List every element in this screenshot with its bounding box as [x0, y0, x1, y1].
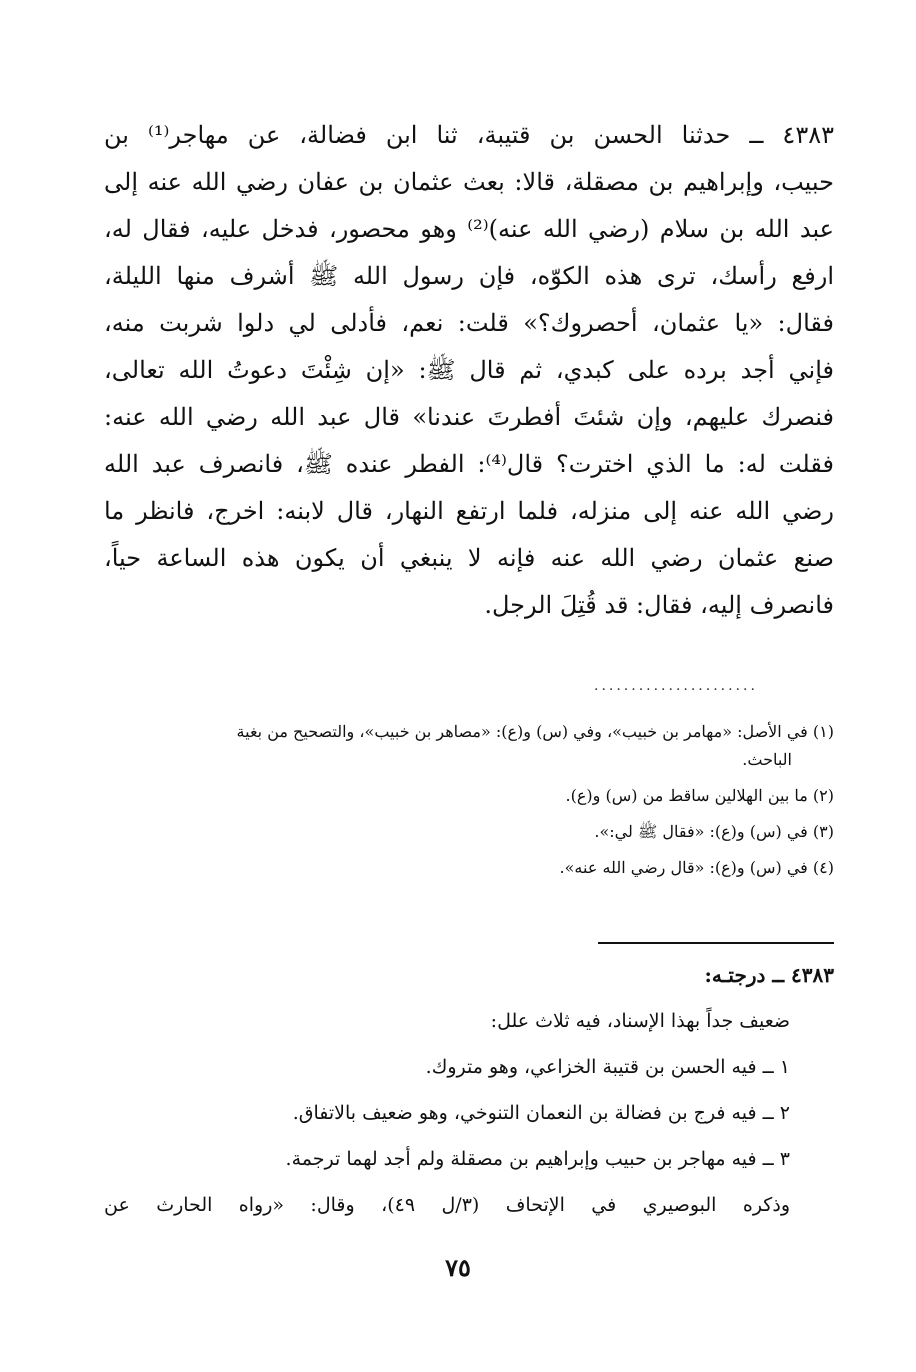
footnote-3: (٣) في (س) و(ع): «فقال ﷺ لي:». — [594, 822, 834, 841]
hadith-line-6: فإني أجد برده على كبدي، ثم قال ﷺ: «إن شِئْتَ دعوتُ الله تعالى، — [104, 356, 834, 384]
grading-item-2: ٢ ــ فيه فرج بن فضالة بن النعمان التنوخي، وهو ضعيف بالاتفاق. — [292, 1102, 790, 1124]
hadith-line-10: صنع عثمان رضي الله عنه فإنه لا ينبغي أن يكون هذه الساعة حياً، — [104, 544, 834, 572]
hadith-line-1: ٤٣٨٣ ــ حدثنا الحسن بن قتيبة، ثنا ابن فضالة، عن مهاجر⁽¹⁾ بن — [104, 121, 834, 149]
hadith-line-4: ارفع رأسك، ترى هذه الكوّه، فإن رسول الله ﷺ أشرف منها الليلة، — [104, 262, 834, 290]
hadith-line-9: رضي الله عنه إلى منزله، فلما ارتفع النهار، قال لابنه: اخرج، فانظر ما — [104, 497, 834, 525]
footnote-4: (٤) في (س) و(ع): «قال رضي الله عنه». — [559, 858, 834, 877]
grading-item-3: ٣ ــ فيه مهاجر بن حبيب وإبراهيم بن مصقلة ولم أجد لهما ترجمة. — [285, 1148, 790, 1170]
footnotes — [104, 718, 834, 882]
grading-section — [104, 952, 834, 1228]
grading-heading: ٤٣٨٣ ــ درجتـه: — [704, 963, 834, 987]
footnote-1-continuation: الباحث. — [742, 750, 792, 769]
hadith-line-2: حبيب، وإبراهيم بن مصقلة، قالا: بعث عثمان بن عفان رضي الله عنه إلى — [104, 168, 834, 196]
hadith-text — [104, 112, 834, 629]
hadith-line-5: فقال: «يا عثمان، أحصروك؟» قلت: نعم، فأدلى لي دلوا شربت منه، — [104, 309, 834, 337]
hadith-line-3: عبد الله بن سلام (رضي الله عنه)⁽²⁾ وهو محصور، فدخل عليه، فقال له، — [104, 215, 834, 243]
footnote-1: (١) في الأصل: «مهامر بن خبيب»، وفي (س) و(ع): «مصاهر بن خبيب»، والتصحيح من بغية — [236, 722, 834, 741]
footnote-separator-dots: ...................... — [594, 678, 758, 694]
hadith-line-7: فنصرك عليهم، وإن شئتَ أفطرتَ عندنا» قال عبد الله رضي الله عنه: — [104, 403, 834, 431]
grading-item-1: ١ ــ فيه الحسن بن قتيبة الخزاعي، وهو متروك. — [425, 1056, 790, 1078]
grading-intro: ضعيف جداً بهذا الإسناد، فيه ثلاث علل: — [490, 1010, 790, 1032]
hadith-line-11: فانصرف إليه، فقال: قد قُتِلَ الرجل. — [484, 591, 834, 619]
page-number: ٧٥ — [445, 1253, 471, 1282]
hadith-line-8: فقلت له: ما الذي اخترت؟ قال⁽⁴⁾: الفطر عنده ﷺ، فانصرف عبد الله — [104, 450, 834, 478]
section-divider — [598, 942, 834, 944]
footnote-2: (٢) ما بين الهلالين ساقط من (س) و(ع). — [565, 786, 834, 805]
grading-last-line: وذكره البوصيري في الإتحاف (٣/ل ٤٩)، وقال: «رواه الحارث عن — [104, 1194, 790, 1216]
